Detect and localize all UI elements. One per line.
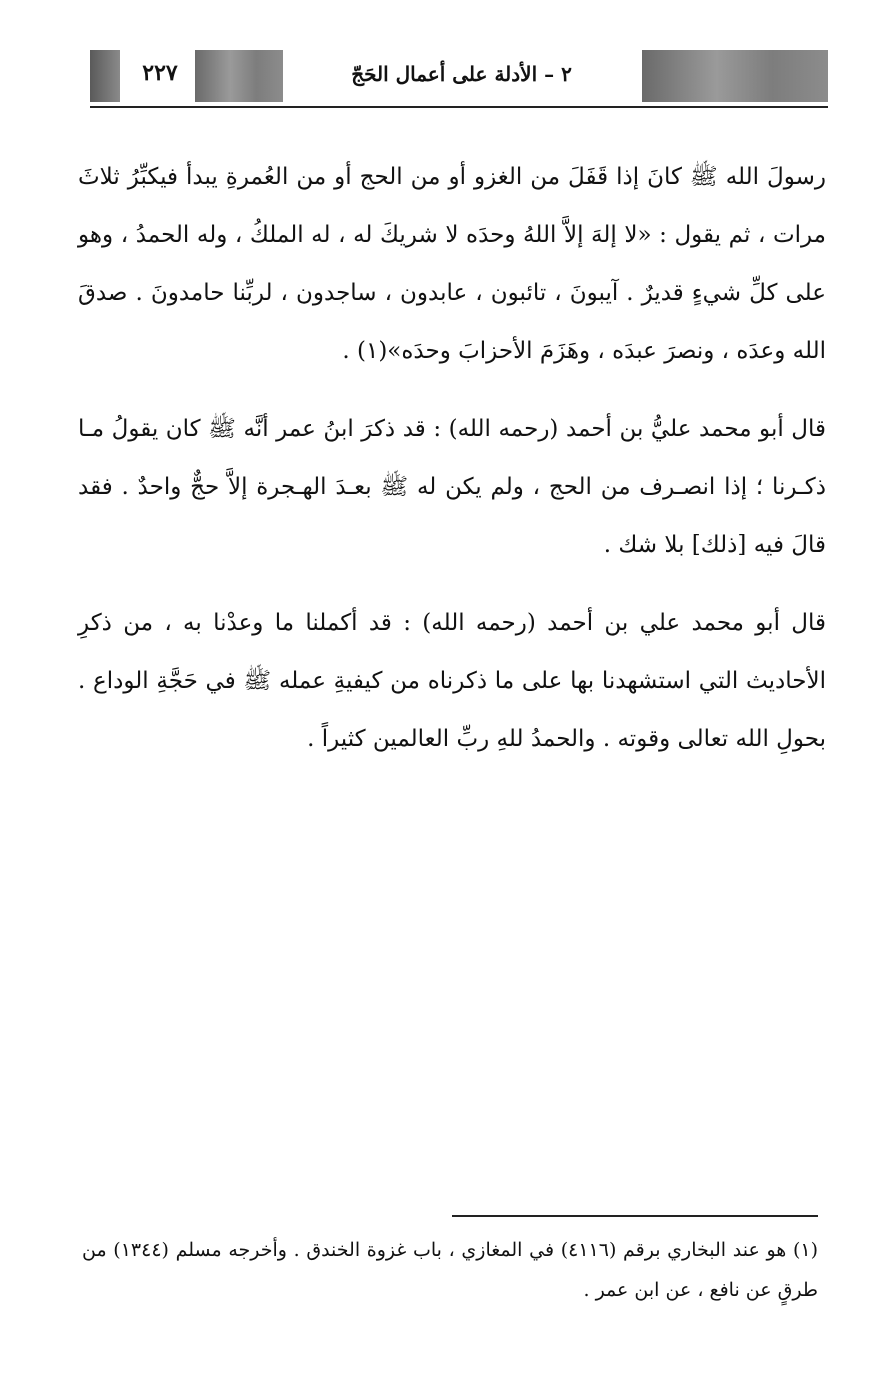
page-number: ٢٢٧ — [142, 60, 178, 86]
running-title: ٢ – الأدلة على أعمال الحَجّ — [351, 62, 572, 86]
footnote: (١) هو عند البخاري برقم (٤١١٦) في المغازي ، باب غزوة الخندق . وأخرجه مسلم (١٣٤٤) من طرقٍ عن نافع ، عن ابن عمر . — [82, 1239, 818, 1301]
main-text — [78, 148, 826, 788]
header-decoration-middle — [195, 50, 283, 102]
page-header — [90, 50, 828, 106]
footnote-rule — [452, 1215, 818, 1217]
header-decoration-right — [642, 50, 828, 102]
header-rule — [90, 106, 828, 108]
paragraph-1: رسولَ الله ﷺ كانَ إذا قَفَلَ من الغزو أو من الحج أو من العُمرةِ يبدأ فيكبِّرُ ثلاثَ مرات ، ثم يقول : «لا إلهَ إلاَّ اللهُ وحدَه لا شريكَ له ، له الملكُ ، وله الحمدُ ، وهو على كلِّ شيءٍ قديرٌ . آيبونَ ، تائبون ، عابدون ، ساجدون ، لربِّنا حامدونَ . صدقَ الله وعدَه ، ونصرَ عبدَه ، وهَزَمَ الأحزابَ وحدَه»(١) . — [78, 164, 826, 364]
paragraph-3: قال أبو محمد علي بن أحمد (رحمه الله) : قد أكملنا ما وعدْنا به ، من ذكرِ الأحاديث التي استشهدنا بها على ما ذكرناه من كيفيةِ عمله ﷺ في حَجَّةِ الوداع . بحولِ الله تعالى وقوته . والحمدُ للهِ ربِّ العالمين كثيراً . — [78, 610, 826, 752]
header-decoration-left — [90, 50, 120, 102]
paragraph-2: قال أبو محمد عليُّ بن أحمد (رحمه الله) : قد ذكرَ ابنُ عمر أنَّه ﷺ كان يقولُ مـا ذكـرنا ؛ إذا انصـرف من الحج ، ولم يكن له ﷺ بعـدَ الهـجرة إلاَّ حجٌّ واحدٌ . فقد قالَ فيه [ذلك] بلا شك . — [78, 416, 826, 558]
